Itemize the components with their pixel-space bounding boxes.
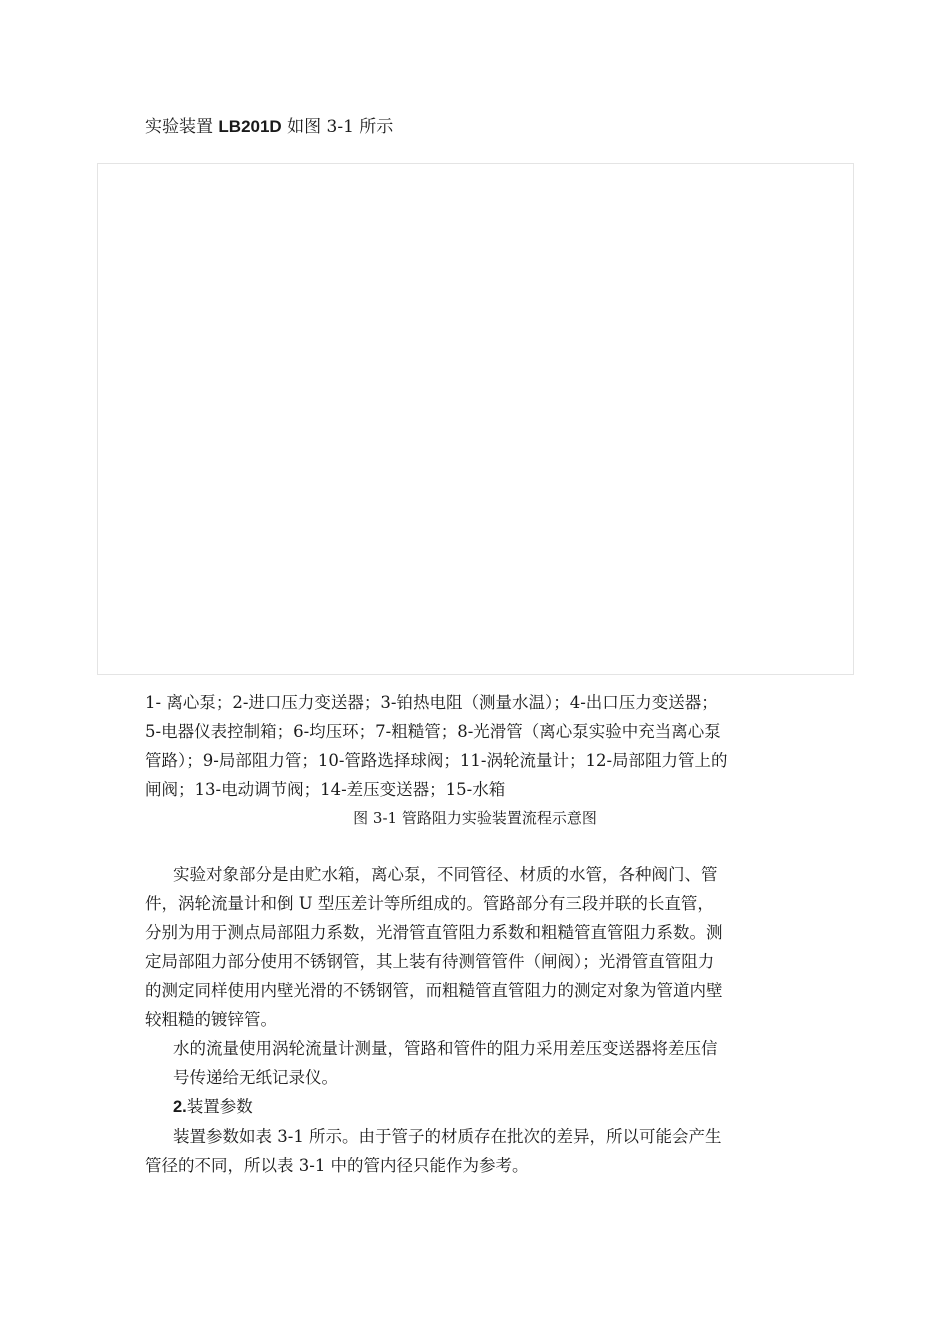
section-title: 装置参数: [186, 1097, 253, 1116]
title-suffix: 如图 3-1 所示: [281, 117, 394, 137]
paragraph-line: 装置参数如表 3-1 所示。由于管子的材质存在批次的差异，所以可能会产生: [173, 1127, 722, 1146]
figure-image-placeholder: [97, 163, 854, 675]
paragraph-line: 的测定同样使用内壁光滑的不锈钢管，而粗糙管直管阻力的测定对象为管道内壁: [145, 981, 723, 1000]
legend-line: 闸阀；13-电动调节阀；14-差压变送器；15-水箱: [145, 780, 506, 799]
paragraph-line: 水的流量使用涡轮流量计测量，管路和管件的阻力采用差压变送器将差压信: [173, 1039, 718, 1058]
paragraph-line: 分别为用于测点局部阻力系数，光滑管直管阻力系数和粗糙管直管阻力系数。测: [145, 923, 723, 942]
paragraph-line: 较粗糙的镀锌管。: [145, 1010, 277, 1029]
figure-legend: [145, 688, 810, 804]
paragraph-line: 管径的不同，所以表 3-1 中的管内径只能作为参考。: [145, 1156, 529, 1175]
paragraph-line: 实验对象部分是由贮水箱，离心泵，不同管径、材质的水管，各种阀门、管: [173, 865, 718, 884]
title-prefix: 实验装置: [145, 117, 219, 137]
legend-line: 1- 离心泵；2-进口压力变送器；3-铂热电阻（测量水温）；4-出口压力变送器；: [145, 693, 718, 712]
legend-line: 5-电器仪表控制箱；6-均压环；7-粗糙管；8-光滑管（离心泵实验中充当离心泵: [145, 722, 721, 741]
paragraph-line: 号传递给无纸记录仪。: [173, 1068, 338, 1087]
section-heading: [145, 1092, 810, 1122]
section-number: 2.: [173, 1098, 187, 1116]
figure-caption: 图 3-1 管路阻力实验装置流程示意图: [353, 809, 597, 827]
figure-intro-title: [145, 114, 393, 140]
body-text: [145, 860, 810, 1180]
paragraph-line: 定局部阻力部分使用不锈钢管，其上装有待测管管件（闸阀）；光滑管直管阻力: [145, 952, 715, 971]
title-model: LB201D: [218, 117, 282, 136]
paragraph-line: 件，涡轮流量计和倒 U 型压差计等所组成的。管路部分有三段并联的长直管，: [145, 894, 714, 913]
legend-line: 管路）；9-局部阻力管；10-管路选择球阀；11-涡轮流量计；12-局部阻力管上的: [145, 751, 728, 770]
